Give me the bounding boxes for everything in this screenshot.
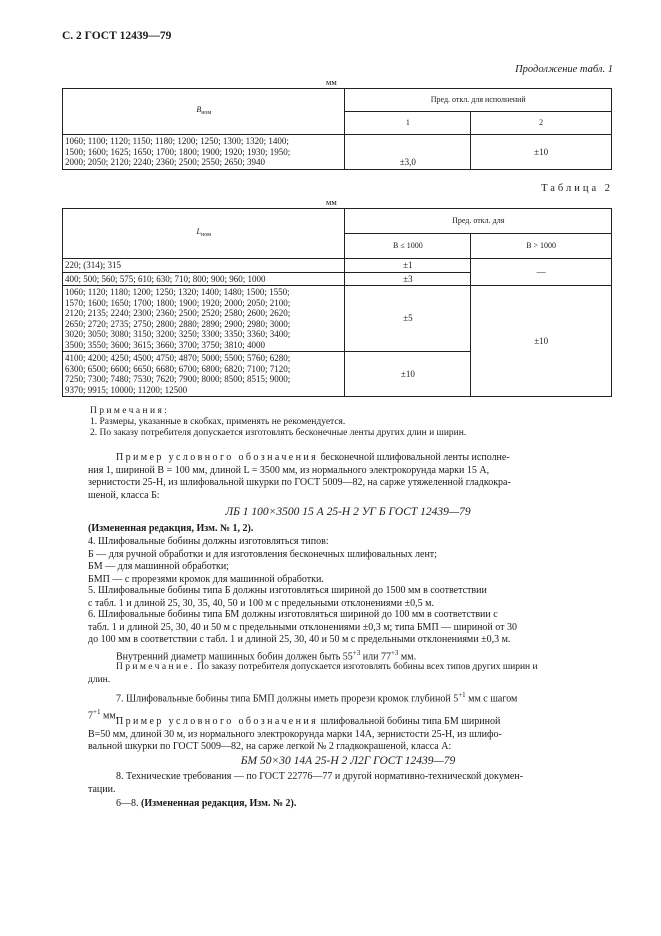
table2-values-line: 3020; 3050; 3080; 3150; 3200; 3250; 3300; 3350; 3360; 3400;	[65, 329, 291, 339]
note2-text: длин.	[88, 674, 111, 685]
item5-text: 5. Шлифовальные бобины типа Б должны изготовляться шириной до 1500 мм в соответствии	[88, 585, 487, 596]
table2-values-line: 2120; 2135; 2240; 2300; 2360; 2500; 2520; 2580; 2600; 2620;	[65, 308, 291, 318]
table2-values-line: 400; 500; 560; 575; 610; 630; 710; 800; 900; 960; 1000	[65, 273, 266, 284]
l-nom-subscript: ном	[201, 231, 211, 238]
item7-text: мм.	[100, 710, 119, 722]
table2-values-line: 7250; 7300; 7480; 7530; 7620; 7900; 8000; 8500; 8515; 9000;	[65, 374, 291, 384]
item7-text: мм с шагом	[465, 693, 518, 705]
item4-text: Б — для ручной обработки и для изготовления бесконечных шлифовальных лент;	[88, 548, 437, 560]
edit2-prefix: 6—8.	[116, 798, 141, 809]
item6-text: Внутренний диаметр машинных бобин должен быть 55	[116, 650, 353, 662]
table1	[62, 88, 612, 170]
item4-text: БМП — с прорезями кромок для машинной обработки.	[88, 573, 324, 585]
table1-unit: мм	[326, 77, 337, 87]
item4-paragraph	[88, 536, 608, 586]
table2-header-l-nom	[63, 209, 345, 259]
table2-row-dev1: ±1	[345, 259, 471, 273]
table2-row-values	[63, 272, 345, 286]
edit-note-1: (Измененная редакция, Изм. № 1, 2).	[88, 523, 254, 534]
table2-header-dev: Пред. откл. для	[345, 209, 612, 234]
table1-header-dev: Пред. откл. для исполнений	[345, 89, 612, 112]
example1-paragraph	[88, 452, 608, 502]
item6-text: табл. 1 и длиной 25, 30, 40 и 50 м с предельными отклонениями ±0,3 м; типа БМП — шириной от 30	[88, 621, 518, 633]
table1-header-1: 1	[345, 112, 471, 135]
example1-formula: ЛБ 1 100×3500 15 А 25-Н 2 УГ Б ГОСТ 12439—79	[225, 506, 471, 518]
note2-text: По заказу потребителя допускается изготовлять бобины всех типов других ширин и	[194, 662, 538, 672]
table1-header-2: 2	[471, 112, 612, 135]
table2-values-line: 4100; 4200; 4250; 4500; 4750; 4870; 5000; 5500; 5760; 6280;	[65, 353, 291, 363]
table1-header-b-nom	[63, 89, 345, 135]
table2-dev2-first: —	[471, 259, 612, 286]
example1-text: бесконечной шлифовальной ленты исполне-	[318, 452, 510, 463]
table1-row-values	[63, 135, 345, 170]
page-title: С. 2 ГОСТ 12439—79	[62, 30, 172, 42]
table2-title: Таблица 2	[541, 183, 613, 194]
item7-superscript: +1	[93, 707, 101, 716]
b-nom-symbol: B	[196, 104, 202, 114]
item8-text: 8. Технические требования — по ГОСТ 22776—77 и другой нормативно-технической докумен-	[116, 771, 524, 782]
table2-row-dev1: ±3	[345, 272, 471, 286]
notes-title: Примечания:	[90, 406, 170, 416]
example1-text: зернистости 25-Н, из шлифовальной шкурки по ГОСТ 5009—82, на саржe утяжеленной гладкокра-	[88, 477, 511, 488]
note-item: 1. Размеры, указанные в скобках, применять не рекомендуется.	[90, 417, 346, 427]
table2-dev2-second: ±10	[471, 286, 612, 397]
table1-dev1: ±3,0	[345, 135, 471, 170]
item7-superscript: +1	[458, 691, 466, 699]
item4-text: БМ — для машинной обработки;	[88, 561, 229, 572]
example1-lead: Пример условного обозначения	[116, 452, 319, 463]
table2-header-b-le: B ≤ 1000	[345, 234, 471, 259]
table2-values-line: 2650; 2720; 2735; 2750; 2800; 2880; 2890; 2900; 2980; 3000;	[65, 318, 291, 329]
item8-text: тации.	[88, 783, 116, 795]
example2-formula: БМ 50×30 14А 25-Н 2 Л2Г ГОСТ 12439—79	[240, 755, 456, 767]
item6-text: до 100 мм в соответствии с табл. 1 и длиной 25, 30, 40 и 50 м с предельными отклонениями ±0,3 м.	[88, 634, 511, 645]
example1-text: шеной, класса Б:	[88, 489, 160, 501]
note-item: 2. По заказу потребителя допускается изготовлять бесконечные ленты других длин и ширин.	[90, 428, 467, 438]
b-nom-subscript: ном	[201, 109, 212, 116]
item5-paragraph	[88, 585, 608, 610]
item6-superscript: +3	[352, 648, 361, 657]
note2-lead: Примечание.	[116, 662, 195, 672]
item6-text: или 77	[360, 650, 391, 662]
table2-values-line: 3500; 3550; 3600; 3615; 3660; 3700; 3750; 3810; 4000	[65, 339, 266, 350]
example1-text: ния 1, шириной B = 100 мм, длиной L = 3500 мм, из нормального электрокорунда марки 15 А,	[88, 464, 490, 476]
item4-text: 4. Шлифовальные бобины должны изготовляться типов:	[88, 536, 329, 547]
table2-values-line: 9370; 9915; 10000; 11200; 12500	[65, 384, 188, 395]
item7-text: 7. Шлифовальные бобины типа БМП должны иметь прорези кромок глубиной 5	[116, 693, 459, 705]
table1-values-line: 1060; 1100; 1120; 1150; 1180; 1200; 1250; 1300; 1320; 1400;	[65, 136, 289, 146]
item6-text: 6. Шлифовальные бобины типа БМ должны изготовляться шириной до 100 мм в соответствии с	[88, 609, 498, 620]
note2-paragraph	[88, 661, 608, 686]
l-nom-symbol: L	[196, 226, 201, 236]
item6-paragraph	[88, 609, 608, 663]
item6-superscript: +3	[390, 648, 399, 657]
item8-paragraph	[88, 771, 608, 796]
item6-text: мм.	[398, 650, 417, 662]
item7-text: 7	[88, 710, 93, 722]
table2-values-line: 6300; 6500; 6600; 6650; 6680; 6700; 6800; 6820; 7100; 7120;	[65, 363, 291, 374]
example2-text: вальной шкурки по ГОСТ 5009—82, на саржe легкой № 2 гладкокрашеной, класса А:	[88, 741, 452, 752]
table1-dev2: ±10	[471, 135, 612, 170]
table2-values-line: 1570; 1600; 1650; 1700; 1800; 1900; 1920; 2000; 2050; 2100;	[65, 297, 291, 308]
table2	[62, 208, 612, 397]
table2-row-values	[63, 286, 345, 352]
table2-row-values	[63, 352, 345, 397]
table1-values-line: 2000; 2050; 2120; 2240; 2360; 2500; 2550; 2650; 3940	[65, 157, 266, 167]
edit-note-2	[88, 798, 608, 811]
example2-text: шлифовальной бобины типа БМ шириной	[318, 716, 501, 727]
table2-unit: мм	[326, 197, 337, 207]
edit2-text: (Измененная редакция, Изм. № 2).	[141, 798, 297, 809]
table1-continuation-title: Продолжение табл. 1	[515, 64, 613, 75]
table2-row-values	[63, 259, 345, 273]
table2-values-line: 220; (314); 315	[65, 260, 121, 270]
example2-paragraph	[88, 716, 608, 754]
table2-row-dev1: ±5	[345, 286, 471, 352]
notes-block	[90, 406, 466, 439]
example2-text: B=50 мм, длиной 30 м, из нормального электрокорунда марки 14А, зернистости 25-Н, из шлифо-	[88, 728, 502, 740]
table2-values-line: 1060; 1120; 1180; 1200; 1250; 1320; 1400; 1480; 1500; 1550;	[65, 287, 290, 297]
item5-text: с табл. 1 и длиной 25, 30, 35, 40, 50 и 100 м с предельными отклонениями ±0,5 м.	[88, 597, 434, 609]
table2-header-b-gt: B > 1000	[471, 234, 612, 259]
table2-row-dev1: ±10	[345, 352, 471, 397]
example2-lead: Пример условного обозначения	[116, 716, 319, 727]
table1-values-line: 1500; 1600; 1625; 1650; 1700; 1800; 1900; 1920; 1930; 1950;	[65, 146, 291, 157]
